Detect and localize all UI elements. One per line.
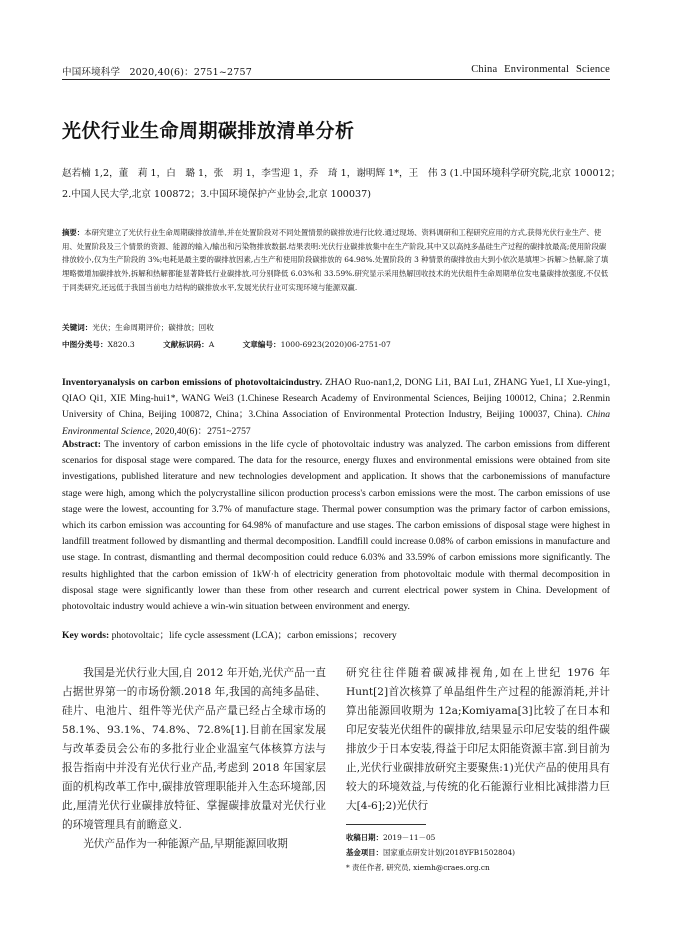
journal-name-cn: 中国环境科学	[62, 67, 121, 78]
en-abstract	[62, 437, 610, 615]
footnote-corresponding: * 责任作者, 研究员, xiemh@craes.org.cn	[346, 863, 490, 872]
en-keywords-label: Key words:	[62, 630, 110, 641]
en-citation: 2020,40(6)：2751~2757	[155, 425, 251, 437]
en-authors: ZHAO Ruo-nan1,2, DONG Li1, BAI Lu1, ZHANG Yue1, LI Xue-ying1, QIAO Qi1, XIE Ming-hui1*, WANG Wei3 (1.Chinese Research Academy of Environmental Sciences, Beijing 100012, China；2.Renmin University of China, Beijing 100872, China；3.China Association of Environmental Protection Industry, Beijing 100037, China).	[62, 377, 610, 421]
footnote-rule	[346, 824, 426, 825]
en-keywords-text: photovoltaic；life cycle assessment (LCA)；carbon emissions；recovery	[111, 630, 397, 641]
cn-abstract-label: 摘要：	[62, 228, 85, 237]
authors-line-2: 2.中国人民大学,北京 100872；3.中国环境保护产业协会,北京 100037)	[62, 189, 371, 200]
cn-keywords-label: 关键词：	[62, 323, 93, 332]
en-journal: China Environmental Science,	[62, 409, 611, 437]
body-paragraph: 我国是光伏行业大国,自 2012 年开始,光伏产品一直占据世界第一的市场份额.2018 年,我国的高纯多晶硅、硅片、电池片、组件等光伏产品产量已经占全球市场的 58.1%、93.1%、74.8%、72.8%[1].目前在国家发展与改革委员会公布的多批行业企业温室气体核算方法与报告指南中并没有光伏行业产品,考虑到 2018 年国家层面的机构改革工作中,碳排放管理职能并入生态环境部,因此,厘清光伏行业碳排放特征、掌握碳排放量对光伏行业的环境管理具有前瞻意义.	[62, 667, 326, 831]
en-title-authors	[62, 375, 610, 440]
fund-label: 基金项目：	[346, 848, 383, 857]
received-label: 收稿日期：	[346, 833, 383, 842]
cn-articleno-label: 文章编号：	[242, 340, 281, 349]
fund-value: 国家重点研发计划(2018YFB1502804)	[382, 848, 516, 857]
received-date: 2019－11－05	[382, 833, 436, 842]
paper-title: 光伏行业生命周期碳排放清单分析	[62, 120, 355, 142]
en-abstract-label: Abstract:	[62, 439, 101, 450]
body-right-column	[346, 664, 610, 816]
running-header-left	[62, 64, 252, 78]
body-left-column	[62, 664, 326, 854]
body-paragraph: 光伏产品作为一种能源产品,早期能源回收期	[83, 838, 288, 850]
cn-doccode-label: 文献标识码：	[163, 340, 209, 349]
en-abstract-text: The inventory of carbon emissions in the life cycle of photovoltaic industry was analyzed. The carbon emissions from different scenarios for disposal stage were compared. The data for the resource, energy fluxes and environmental emissions were obtained from site investigations, published literature and new technologies development and application. It shows that the carbonemissions of manufacture stage were high, among which the polycrystalline silicon production process's carbon emissions were the most. The carbon emissions of use stage were the lowest, accounting for 3.7% of manufacture stage. Thermal power consumption was the primary factor of carbon emissions, which its carbon emission was accounting for 64.98% of manufacture and use stages. The carbon emissions of disposal stage were highest in landfill treatment followed by dismantling and thermal decomposition. Landfill could increase 0.08% of carbon emissions in manufacture and use stage. In contrast, dismantling and thermal decomposition could reduce 6.03% and 33.59% of carbon emissions more significantly. The results highlighted that the carbon emission of 1kW·h of electricity generation from photovoltaic module with thermal decomposition in disposal stage were significantly lower than these from other research and current electrical power system in China. Development of photovoltaic industry would achieve a win-win situation between environment and energy.	[62, 439, 610, 613]
journal-name-en: China Environmental Science	[471, 64, 610, 75]
cn-class-value: X820.3	[107, 340, 135, 349]
cn-abstract-text: 本研究建立了光伏行业生命周期碳排放清单,并在处置阶段对不同处置情景的碳排放进行比较.通过现场、资料调研和工程研究应用的方式,获得光伏行业生产、使用、处置阶段及三个情景的资源、能源的输入/输出和污染物排放数据.结果表明:光伏行业碳排放集中在生产阶段,其中又以高纯多晶硅生产过程的碳排放最高;使用阶段碳排放较小,仅为生产阶段的 3%;电耗是最主要的碳排放因素,占生产和使用阶段碳排放的 64.98%.处置阶段的 3 种情景的碳排放由大到小依次是填埋＞拆解＞热解,除了填埋略微增加碳排放外,拆解和热解都能显著降低行业碳排放,可分别降低 6.03%和 33.59%.研究显示采用热解回收技术的光伏组件生命周期单位发电量碳排放强度,不仅低于同类研究,还远低于我国当前电力结构的碳排放水平,发展光伏行业可实现环境与能源双赢.	[62, 228, 609, 292]
cn-doccode-value: A	[208, 340, 215, 349]
en-keywords	[62, 628, 610, 644]
cn-articleno-value: 1000-6923(2020)06-2751-07	[280, 340, 391, 349]
header-rule	[62, 79, 610, 80]
footnote	[346, 830, 515, 875]
cn-keywords-text: 光伏；生命周期评价；碳排放；回收	[92, 323, 214, 332]
cn-keywords	[62, 322, 214, 333]
en-title: Inventoryanalysis on carbon emissions of photovoltaicindustry.	[62, 377, 323, 388]
journal-citation: 2020,40(6)：2751~2757	[129, 67, 252, 78]
cn-abstract	[62, 226, 610, 295]
authors-line-1: 赵若楠 1,2，董 莉 1，白 璐 1，张 玥 1，李雪迎 1，乔 琦 1，谢明辉 1*，王 伟 3 (1.中国环境科学研究院,北京 100012；	[62, 168, 621, 179]
footnote-fund	[346, 845, 515, 860]
cn-classification-row	[62, 339, 391, 350]
footnote-received	[346, 830, 515, 845]
body-paragraph: 研究往往伴随着碳减排视角,如在上世纪 1976 年 Hunt[2]首次核算了单晶组件生产过程的能源消耗,并计算出能源回收期为 12a;Komiyama[3]比较了在日本和印尼安装光伏组件的碳排放,结果显示印尼安装的组件碳排放少于日本安装,得益于印尼太阳能资源丰富.到目前为止,光伏行业碳排放研究主要聚焦:1)光伏产品的使用具有较大的环境效益,与传统的化石能源行业相比减排潜力巨大[4-6];2)光伏行	[346, 667, 610, 812]
cn-class-label: 中图分类号：	[62, 340, 108, 349]
